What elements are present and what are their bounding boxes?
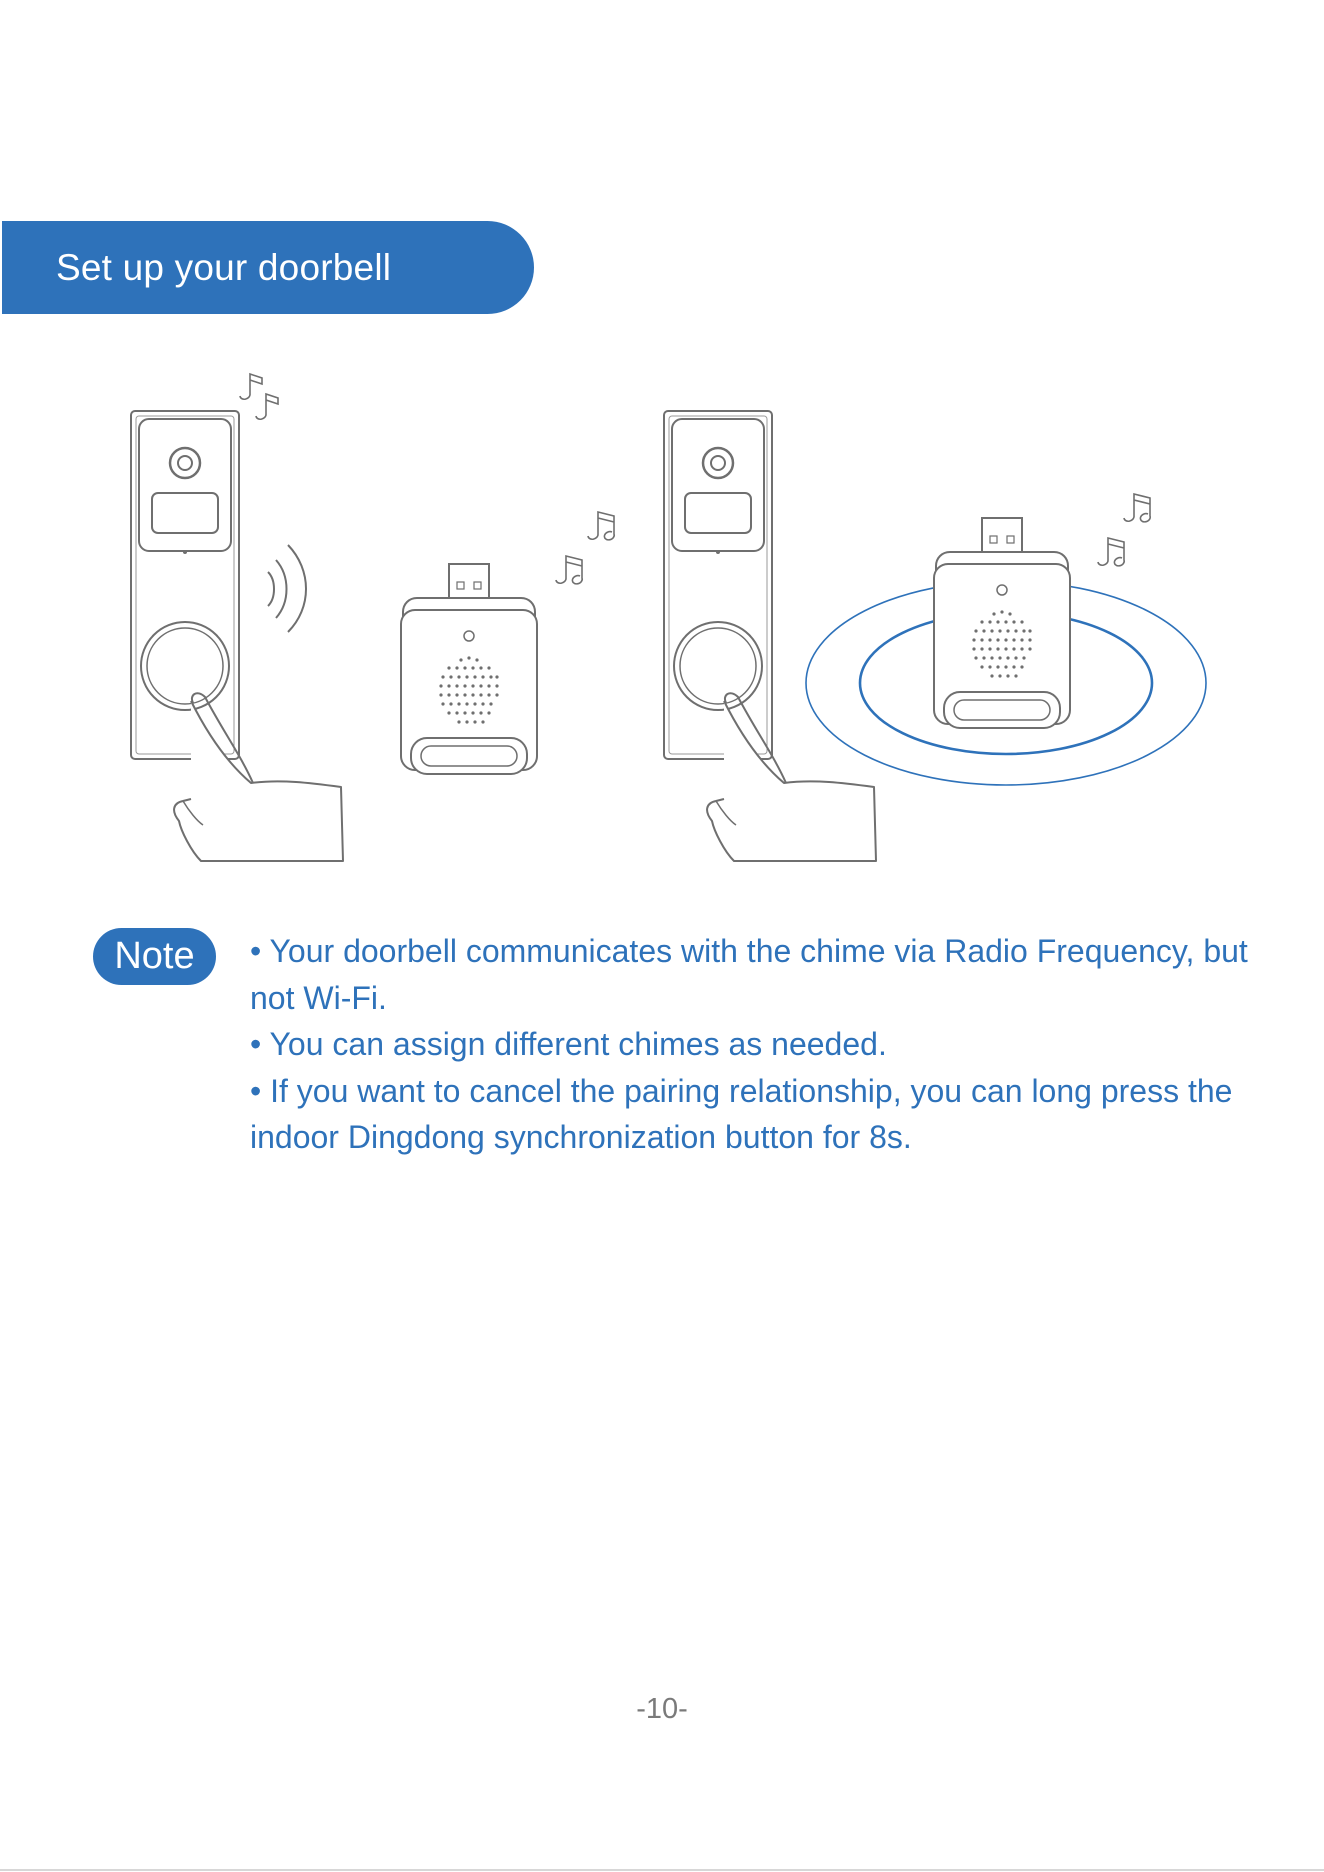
note-text (250, 928, 1250, 1161)
doorbell-pairing-illustration (0, 355, 1324, 875)
chime-icon (401, 564, 537, 774)
sound-waves-icon (268, 545, 306, 632)
note-item: • Your doorbell communicates with the chime via Radio Frequency, but not Wi-Fi. (250, 933, 1248, 1016)
doorbell-icon (131, 411, 239, 759)
chime-icon (934, 518, 1070, 728)
bottom-divider (0, 1869, 1324, 1871)
section-title: Set up your doorbell (56, 246, 392, 288)
doorbell-icon (664, 411, 772, 759)
music-note-icon (556, 512, 614, 584)
note-item: • You can assign different chimes as needed. (250, 1026, 887, 1062)
page-number: -10- (636, 1693, 688, 1725)
note-item: • If you want to cancel the pairing relationship, you can long press the indoor Dingdong synchronization button for 8s. (250, 1072, 1233, 1155)
note-label: Note (114, 935, 195, 977)
note-badge (93, 928, 216, 985)
section-header-banner (2, 221, 534, 314)
music-note-icon (1098, 494, 1150, 566)
finger-press-icon (174, 693, 343, 861)
finger-press-icon (707, 693, 876, 861)
music-note-icon (240, 374, 278, 419)
